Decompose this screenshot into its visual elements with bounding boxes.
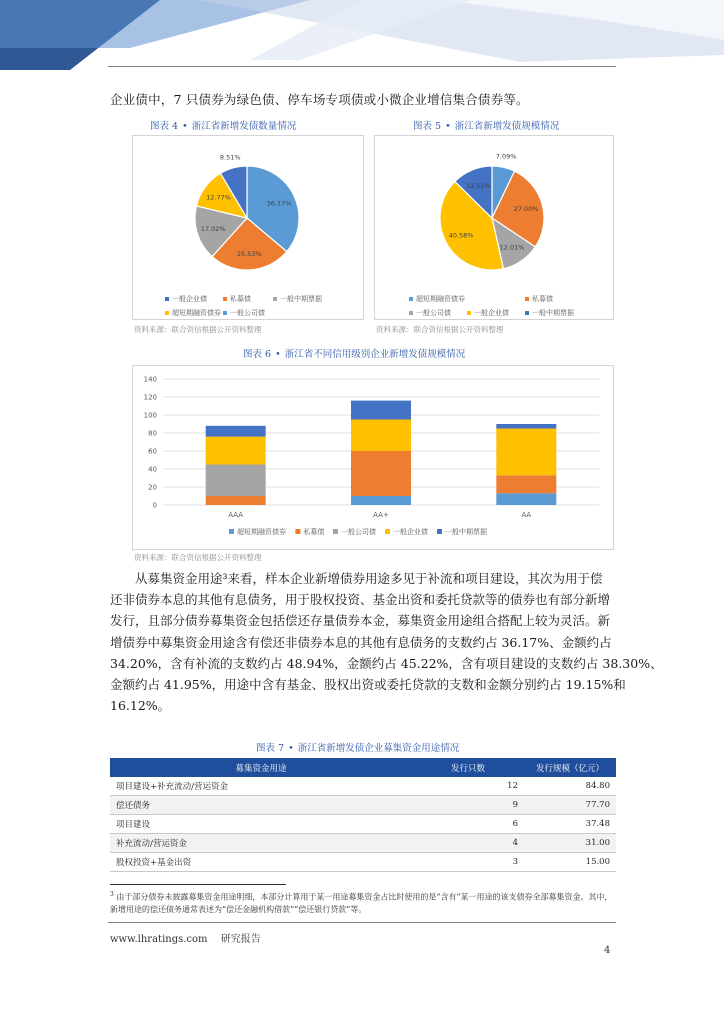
table-row	[110, 796, 616, 815]
figure6-legend-label: 一般中期票据	[445, 528, 487, 536]
figure5-legend-item: 一般中期票据	[525, 308, 574, 318]
figure5-caption: 图表 5 • 浙江省新增发债规模情况	[413, 121, 560, 132]
figure6-bar-chart	[133, 366, 613, 549]
footnote-mark: 3	[110, 891, 114, 898]
figure5-slice-label: 27.00%	[513, 205, 539, 214]
table-row	[110, 853, 616, 872]
figure6-bar-segment	[496, 475, 556, 493]
body-paragraph	[110, 568, 663, 716]
figure6-ytick-label: 0	[152, 501, 157, 510]
figure4-legend-item: 一般中期票据	[273, 294, 322, 304]
figure4-source: 资料来源：联合资信根据公开资料整理	[134, 325, 262, 334]
figure5-slice-label: 7.09%	[495, 152, 517, 161]
figure4-panel	[132, 135, 364, 320]
table7	[110, 758, 616, 872]
figure6-bar-segment	[496, 493, 556, 505]
figure6-bar-segment	[206, 496, 266, 505]
header-decoration	[0, 0, 724, 70]
figure6-ytick-label: 120	[143, 393, 157, 402]
figure5-panel	[374, 135, 614, 320]
figure5-legend-item: 一般企业债	[467, 308, 509, 318]
figure6-panel	[132, 365, 614, 550]
figure6-bar-segment	[206, 465, 266, 497]
figure5-legend-item: 一般公司债	[409, 308, 451, 318]
figure6-ytick-label: 140	[143, 375, 157, 384]
table-header-cell: 发行规模（亿元）	[524, 758, 616, 777]
figure6-bar-segment	[496, 429, 556, 476]
paragraph-line: 16.12%。	[110, 698, 171, 714]
figure4-slice-label: 17.02%	[200, 224, 226, 233]
figure6-legend-swatch	[295, 529, 300, 534]
figure4-legend-item: 私募债	[223, 294, 251, 304]
header-rule	[108, 66, 616, 67]
figure4-pie-chart	[133, 136, 363, 286]
figure6-legend-swatch	[229, 529, 234, 534]
figure6-ytick-label: 100	[143, 411, 157, 420]
figure4-slice-label: 25.53%	[236, 249, 262, 258]
figure6-xtick-label: AAA	[228, 511, 244, 519]
figure5-slice-label: 12.52%	[465, 181, 491, 190]
figure6-bar-segment	[351, 401, 411, 420]
figure6-ytick-label: 40	[148, 465, 157, 474]
footnote	[110, 889, 620, 917]
table-cell: 偿还债务	[110, 796, 412, 815]
footer-website[interactable]: www.lhratings.com	[110, 934, 208, 945]
paragraph-line: 增债券中募集资金用途含有偿还非债券本息的其他有息债务的支数约占 36.17%、金额约占	[110, 634, 612, 650]
figure5-legend-item: 超短期融资债券	[409, 294, 465, 304]
figure6-legend-label: 一般企业债	[393, 528, 428, 536]
table-cell: 3	[412, 853, 524, 872]
figure6-bar-segment	[206, 426, 266, 437]
figure6-bar-segment	[351, 496, 411, 505]
figure4-legend-item: 超短期融资债券	[165, 308, 221, 318]
figure6-legend-label: 私募债	[303, 528, 325, 536]
figure5-legend-item: 私募债	[525, 294, 553, 304]
figure6-xtick-label: AA	[521, 511, 532, 519]
figure5-slice-label: 12.01%	[499, 243, 525, 252]
table-cell: 9	[412, 796, 524, 815]
figure6-caption: 图表 6 • 浙江省不同信用级别企业新增发债规模情况	[243, 349, 466, 360]
figure6-xtick-label: AA+	[373, 511, 389, 519]
table-cell: 4	[412, 834, 524, 853]
table-cell: 84.80	[524, 777, 616, 796]
page-number: 4	[604, 945, 611, 956]
table-cell: 股权投资+基金出资	[110, 853, 412, 872]
figure4-slice-label: 8.51%	[219, 153, 241, 162]
table-header-cell: 募集资金用途	[110, 758, 412, 777]
figure6-ytick-label: 80	[148, 429, 157, 438]
table-row	[110, 777, 616, 796]
figure4-slice-label: 36.17%	[266, 199, 292, 208]
table-header-row	[110, 758, 616, 777]
table-cell: 12	[412, 777, 524, 796]
figure5-pie-chart	[375, 136, 613, 286]
paragraph-line: 34.20%，含有补流的支数约占 48.94%，金额约占 45.22%，含有项目建设的支数约占 38.30%、	[110, 655, 663, 671]
figure4-slice-label: 12.77%	[206, 193, 231, 202]
table-cell: 项目建设+补充流动/营运资金	[110, 777, 412, 796]
table-cell: 31.00	[524, 834, 616, 853]
figure4-caption: 图表 4 • 浙江省新增发债数量情况	[150, 121, 297, 132]
table-header-cell: 发行只数	[412, 758, 524, 777]
table-cell: 补充流动/营运资金	[110, 834, 412, 853]
footnote-text: 由于部分债券未披露募集资金用途明细，本部分计算用于某一用途募集资金占比时使用的是“含有”某一用途的该支债券全部募集资金。其中，新增用途的偿还债务通常表述为“偿还金融机构借款”“偿还银行贷款”等。	[110, 892, 613, 915]
table-cell: 6	[412, 815, 524, 834]
figure6-ytick-label: 60	[148, 447, 157, 456]
figure5-slice-label: 40.58%	[448, 231, 474, 240]
figure6-legend-label: 超短期融资债券	[237, 528, 286, 536]
figure6-source: 资料来源：联合资信根据公开资料整理	[134, 553, 262, 562]
footer	[110, 930, 261, 945]
table-row	[110, 834, 616, 853]
table-cell: 77.70	[524, 796, 616, 815]
paragraph-line: 还非债券本息的其他有息债务，用于股权投资、基金出资和委托贷款等的债券也有部分新增	[110, 592, 611, 608]
figure6-legend-label: 一般公司债	[341, 528, 376, 536]
figure4-legend-item: 一般公司债	[223, 308, 265, 318]
table7-caption: 图表 7 • 浙江省新增发债企业募集资金用途情况	[256, 743, 460, 754]
footer-rule	[108, 922, 616, 923]
figure6-bar-segment	[351, 451, 411, 496]
table-cell: 15.00	[524, 853, 616, 872]
table-cell: 项目建设	[110, 815, 412, 834]
figure6-legend-swatch	[333, 529, 338, 534]
figure5-source: 资料来源：联合资信根据公开资料整理	[376, 325, 504, 334]
footnote-rule	[110, 884, 286, 885]
intro-text: 企业债中，7 只债券为绿色债、停车场专项债或小微企业增信集合债券等。	[110, 92, 529, 107]
figure6-bar-segment	[496, 424, 556, 429]
footer-doc-type: 研究报告	[220, 934, 261, 945]
table-row	[110, 815, 616, 834]
paragraph-line: 发行，且部分债券募集资金包括偿还存量债券本金，募集资金用途组合搭配上较为灵活。新	[110, 613, 611, 629]
figure4-legend-item: 一般企业债	[165, 294, 207, 304]
paragraph-line: 金额约占 41.95%，用途中含有基金、股权出资或委托贷款的支数和金额分别约占 19.15%和	[110, 677, 626, 693]
figure6-legend-swatch	[437, 529, 442, 534]
paragraph-line: 从募集资金用途³来看，样本企业新增债券用途多见于补流和项目建设，其次为用于偿	[135, 571, 603, 586]
table-cell: 37.48	[524, 815, 616, 834]
figure6-bar-segment	[351, 420, 411, 452]
figure6-ytick-label: 20	[148, 483, 157, 492]
figure6-legend-swatch	[385, 529, 390, 534]
figure6-bar-segment	[206, 437, 266, 465]
